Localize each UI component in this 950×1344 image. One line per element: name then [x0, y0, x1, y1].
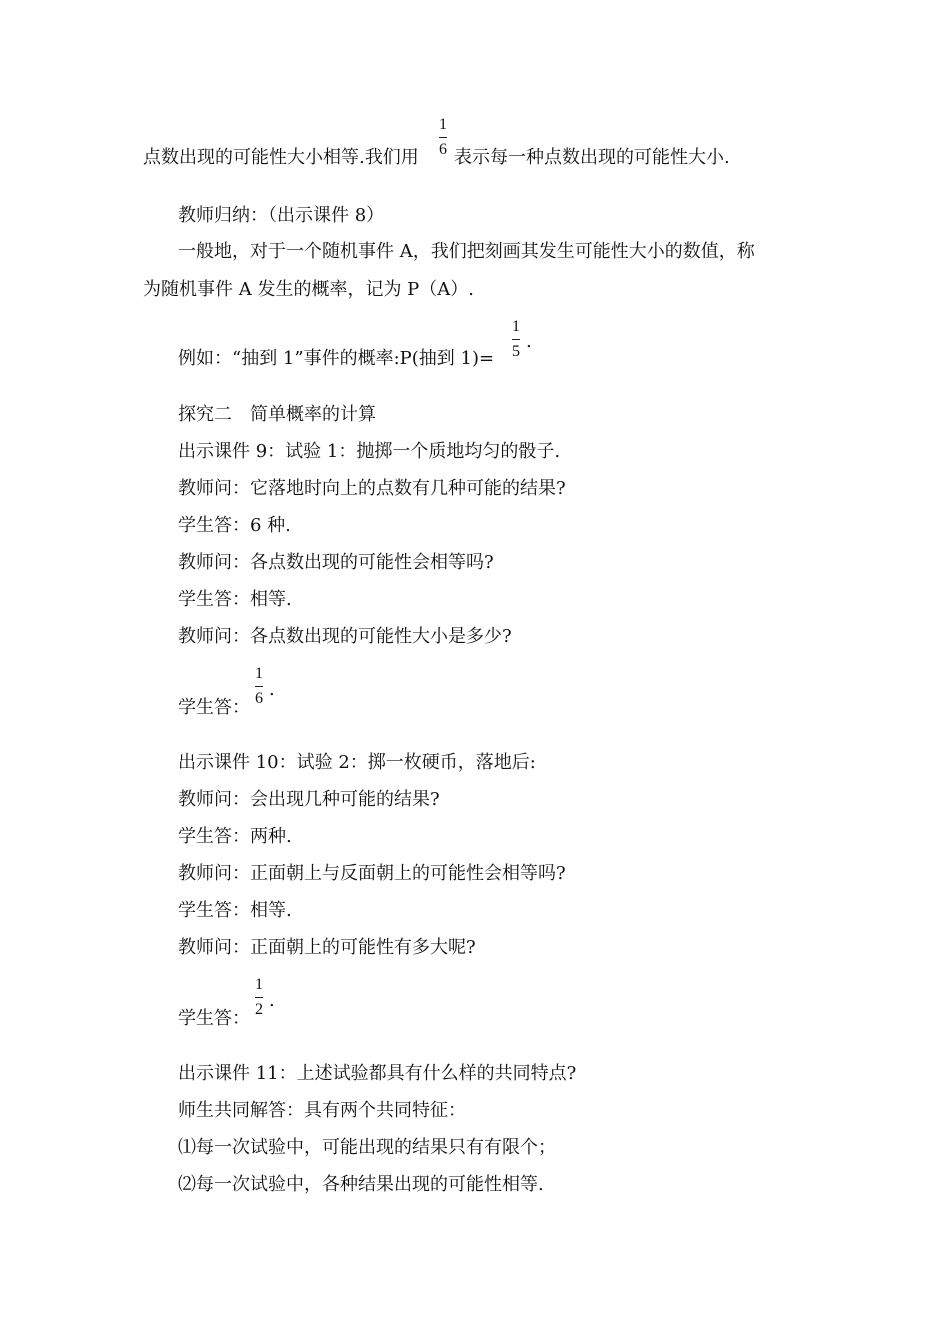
list-item: ⑴每一次试验中，可能出现的结果只有有限个；: [178, 1137, 556, 1158]
text-line: 例如：“抽到 1”事件的概率:P(抽到 1)=: [178, 348, 495, 369]
fraction-denominator: 2: [255, 1001, 263, 1018]
fraction-bar: [439, 137, 447, 138]
fraction-bar: [512, 339, 520, 340]
text-segment: 点数出现的可能性大小相等.我们用: [143, 147, 419, 168]
text-line: 学生答：两种.: [178, 826, 292, 847]
text-line: 为随机事件 A 发生的概率，记为 P（A）.: [143, 279, 474, 300]
text-line: 教师问：正面朝上与反面朝上的可能性会相等吗?: [178, 863, 566, 884]
text-line: 学生答：相等.: [178, 900, 292, 921]
list-item: ⑵每一次试验中，各种结果出现的可能性相等.: [178, 1174, 544, 1195]
text-line: 学生答：: [178, 697, 250, 718]
text-line: 教师归纳：（出示课件 8）: [178, 205, 385, 226]
fraction-denominator: 6: [255, 690, 263, 707]
fraction-numerator: 1: [439, 116, 447, 133]
fraction-period: .: [526, 331, 532, 352]
text-line: [143, 146, 419, 170]
text-line: 教师问：各点数出现的可能性大小是多少?: [178, 626, 512, 647]
text-line: 出示课件 9：试验 1：抛掷一个质地均匀的骰子.: [178, 441, 561, 462]
text-line: 教师问：会出现几种可能的结果?: [178, 789, 440, 810]
fraction-numerator: 1: [512, 318, 520, 335]
text-segment: 表示每一种点数出现的可能性大小.: [454, 147, 730, 168]
text-line: 一般地，对于一个随机事件 A，我们把刻画其发生可能性大小的数值，称: [178, 241, 755, 262]
text-line: 学生答：6 种.: [178, 515, 291, 536]
fraction-period: .: [269, 679, 275, 700]
text-line: [454, 146, 730, 170]
fraction-numerator: 1: [255, 665, 263, 682]
fraction-one-sixth: [439, 116, 447, 159]
fraction-numerator: 1: [255, 976, 263, 993]
text-line: 出示课件 10：试验 2：掷一枚硬币，落地后:: [178, 752, 536, 773]
text-line: 教师问：它落地时向上的点数有几种可能的结果?: [178, 478, 566, 499]
fraction-one-sixth: [255, 665, 263, 708]
fraction-period: .: [269, 990, 275, 1011]
text-line: 学生答：相等.: [178, 589, 292, 610]
text-line: 教师问：正面朝上的可能性有多大呢?: [178, 937, 476, 958]
fraction-bar: [255, 686, 263, 687]
fraction-bar: [255, 997, 263, 998]
text-line: 学生答：: [178, 1008, 250, 1029]
fraction-denominator: 6: [439, 141, 447, 158]
text-line: 师生共同解答：具有两个共同特征：: [178, 1100, 466, 1121]
fraction-one-half: [255, 976, 263, 1019]
fraction-one-fifth: [512, 318, 520, 361]
fraction-denominator: 5: [512, 343, 520, 360]
text-line: 教师问：各点数出现的可能性会相等吗?: [178, 552, 494, 573]
text-line: 出示课件 11：上述试验都具有什么样的共同特点?: [178, 1063, 577, 1084]
section-heading: 探究二 简单概率的计算: [178, 404, 376, 425]
